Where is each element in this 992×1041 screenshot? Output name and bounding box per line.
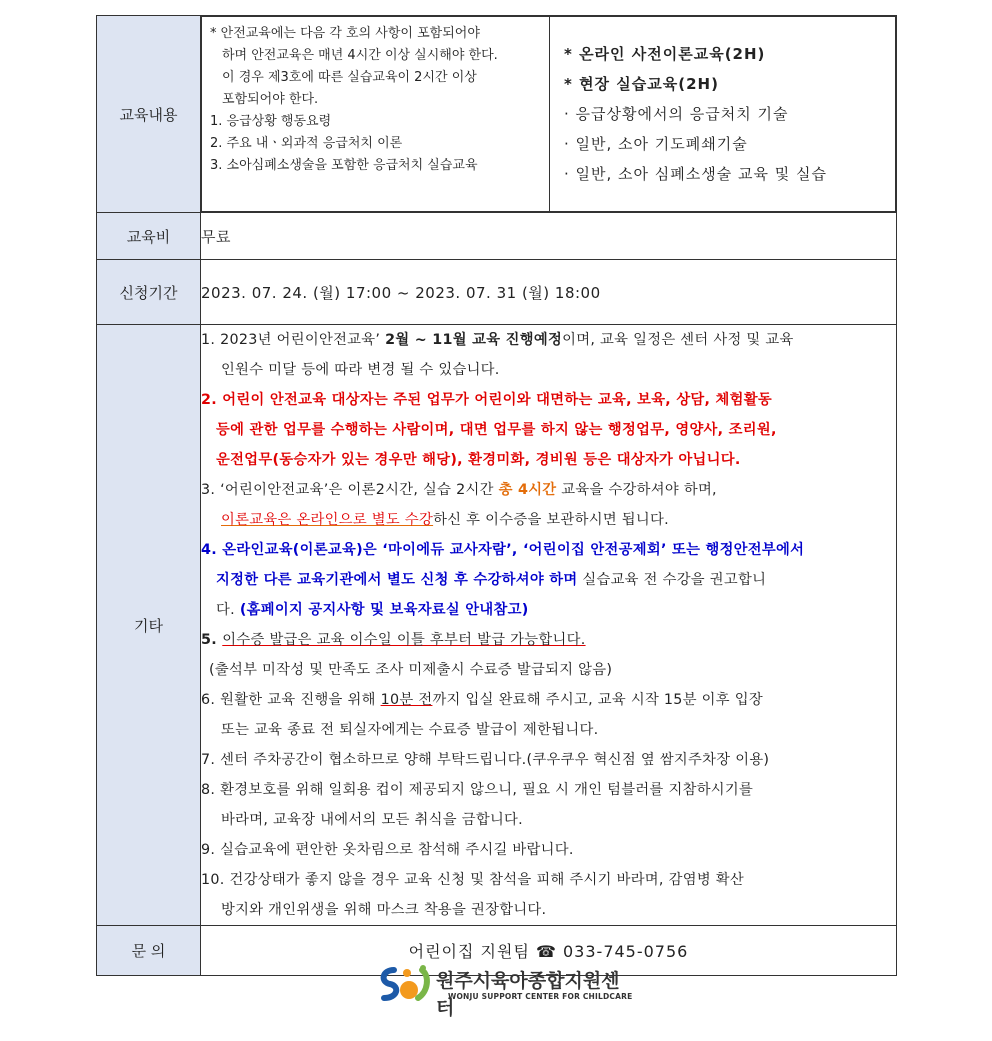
etc-item-3-cont: 이론교육은 온라인으로 별도 수강하신 후 이수증을 보관하시면 됩니다.	[221, 512, 669, 528]
etc-item-5: 5. 이수증 발급은 교육 이수일 이틀 후부터 발급 가능합니다.	[201, 632, 586, 648]
etc-label: 기타	[97, 325, 201, 926]
content-left-line: 이 경우 제3호에 따른 실습교육이 2시간 이상	[222, 70, 477, 85]
content-left-line: 3. 소아심폐소생술을 포함한 응급처치 실습교육	[210, 158, 478, 173]
etc-item-10-cont: 방지와 개인위생을 위해 마스크 착용을 권장합니다.	[221, 902, 547, 918]
content-right-line: * 현장 실습교육(2H)	[564, 75, 719, 93]
etc-item-1-cont: 인원수 미달 등에 따라 변경 될 수 있습니다.	[221, 362, 500, 378]
content-left	[202, 17, 550, 212]
content-right-line: · 일반, 소아 기도폐쇄기술	[564, 135, 748, 153]
etc-item-4-cont: 다. (홈페이지 공지사항 및 보육자료실 안내참고)	[216, 602, 529, 618]
logo-mark-icon	[376, 962, 436, 1006]
etc-item-2-cont: 등에 관한 업무를 수행하는 사람이며, 대면 업무를 하지 않는 행정업무, 영양사, 조리원,	[216, 422, 777, 438]
etc-item-2: 2. 어린이 안전교육 대상자는 주된 업무가 어린이와 대면하는 교육, 보육, 상담, 체험활동	[201, 392, 772, 408]
content-label: 교육내용	[97, 16, 201, 213]
etc-item-4-cont: 지정한 다른 교육기관에서 별도 신청 후 수강하셔야 하며 실습교육 전 수강을 권고합니	[216, 572, 767, 588]
row-fee	[97, 213, 897, 260]
logo-subtitle: WONJU SUPPORT CENTER FOR CHILDCARE	[448, 992, 633, 1001]
contact-label: 문 의	[97, 926, 201, 976]
contact-value: 어린이집 지원팀 ☎ 033-745-0756	[201, 926, 897, 976]
row-etc	[97, 325, 897, 926]
etc-item-4: 4. 온라인교육(이론교육)은 ‘마이에듀 교사자람’, ‘어린이집 안전공제회’ 또는 행정안전부에서	[201, 542, 805, 558]
etc-item-8: 8. 환경보호를 위해 일회용 컵이 제공되지 않으니, 필요 시 개인 텀블러를 지참하시기를	[201, 782, 754, 798]
etc-item-2-cont: 운전업무(동승자가 있는 경우만 해당), 환경미화, 경비원 등은 대상자가 아닙니다.	[216, 452, 741, 468]
row-period	[97, 260, 897, 325]
row-content	[97, 16, 897, 213]
etc-item-7: 7. 센터 주차공간이 협소하므로 양해 부탁드립니다.(쿠우쿠우 혁신점 옆 쌈지주차장 이용)	[201, 752, 770, 768]
content-left-line: 포함되어야 한다.	[222, 92, 319, 107]
content-right-line: * 온라인 사전이론교육(2H)	[564, 45, 766, 63]
etc-item-5-cont: (출석부 미작성 및 만족도 조사 미제출시 수료증 발급되지 않음)	[209, 662, 613, 678]
content-right	[550, 17, 896, 212]
period-value: 2023. 07. 24. (월) 17:00 ~ 2023. 07. 31 (월) 18:00	[201, 260, 897, 325]
content-left-line: 1. 응급상황 행동요령	[210, 114, 332, 129]
content-left-line: 하며 안전교육은 매년 4시간 이상 실시해야 한다.	[222, 48, 498, 63]
period-label: 신청기간	[97, 260, 201, 325]
content-right-line: · 일반, 소아 심폐소생술 교육 및 실습	[564, 165, 828, 183]
fee-value: 무료	[201, 213, 897, 260]
etc-item-10: 10. 건강상태가 좋지 않을 경우 교육 신청 및 참석을 피해 주시기 바라며, 감염병 확산	[201, 872, 745, 888]
etc-item-8-cont: 바라며, 교육장 내에서의 모든 취식을 금합니다.	[221, 812, 524, 828]
etc-item-3: 3. ‘어린이안전교육’은 이론2시간, 실습 2시간 총 4시간 교육을 수강하셔야 하며,	[201, 482, 717, 498]
etc-content	[201, 325, 897, 926]
content-cell	[201, 16, 897, 213]
etc-item-6-cont: 또는 교육 종료 전 퇴실자에게는 수료증 발급이 제한됩니다.	[221, 722, 599, 738]
etc-item-9: 9. 실습교육에 편안한 옷차림으로 참석해 주시길 바랍니다.	[201, 842, 574, 858]
content-right-line: · 응급상황에서의 응급처치 기술	[564, 105, 789, 123]
logo-name: 원주시육아종합지원센터	[436, 970, 620, 1019]
center-logo	[376, 962, 636, 1019]
etc-item-1: 1. 2023년 어린이안전교육’ 2월 ~ 11월 교육 진행예정이며, 교육 일정은 센터 사정 및 교육	[201, 332, 794, 348]
content-left-line: 2. 주요 내ㆍ외과적 응급처치 이론	[210, 136, 403, 151]
fee-label: 교육비	[97, 213, 201, 260]
etc-item-6: 6. 원활한 교육 진행을 위해 10분 전까지 입실 완료해 주시고, 교육 시작 15분 이후 입장	[201, 692, 763, 708]
content-left-line: * 안전교육에는 다음 각 호의 사항이 포함되어야	[210, 26, 480, 41]
info-table	[96, 15, 897, 976]
